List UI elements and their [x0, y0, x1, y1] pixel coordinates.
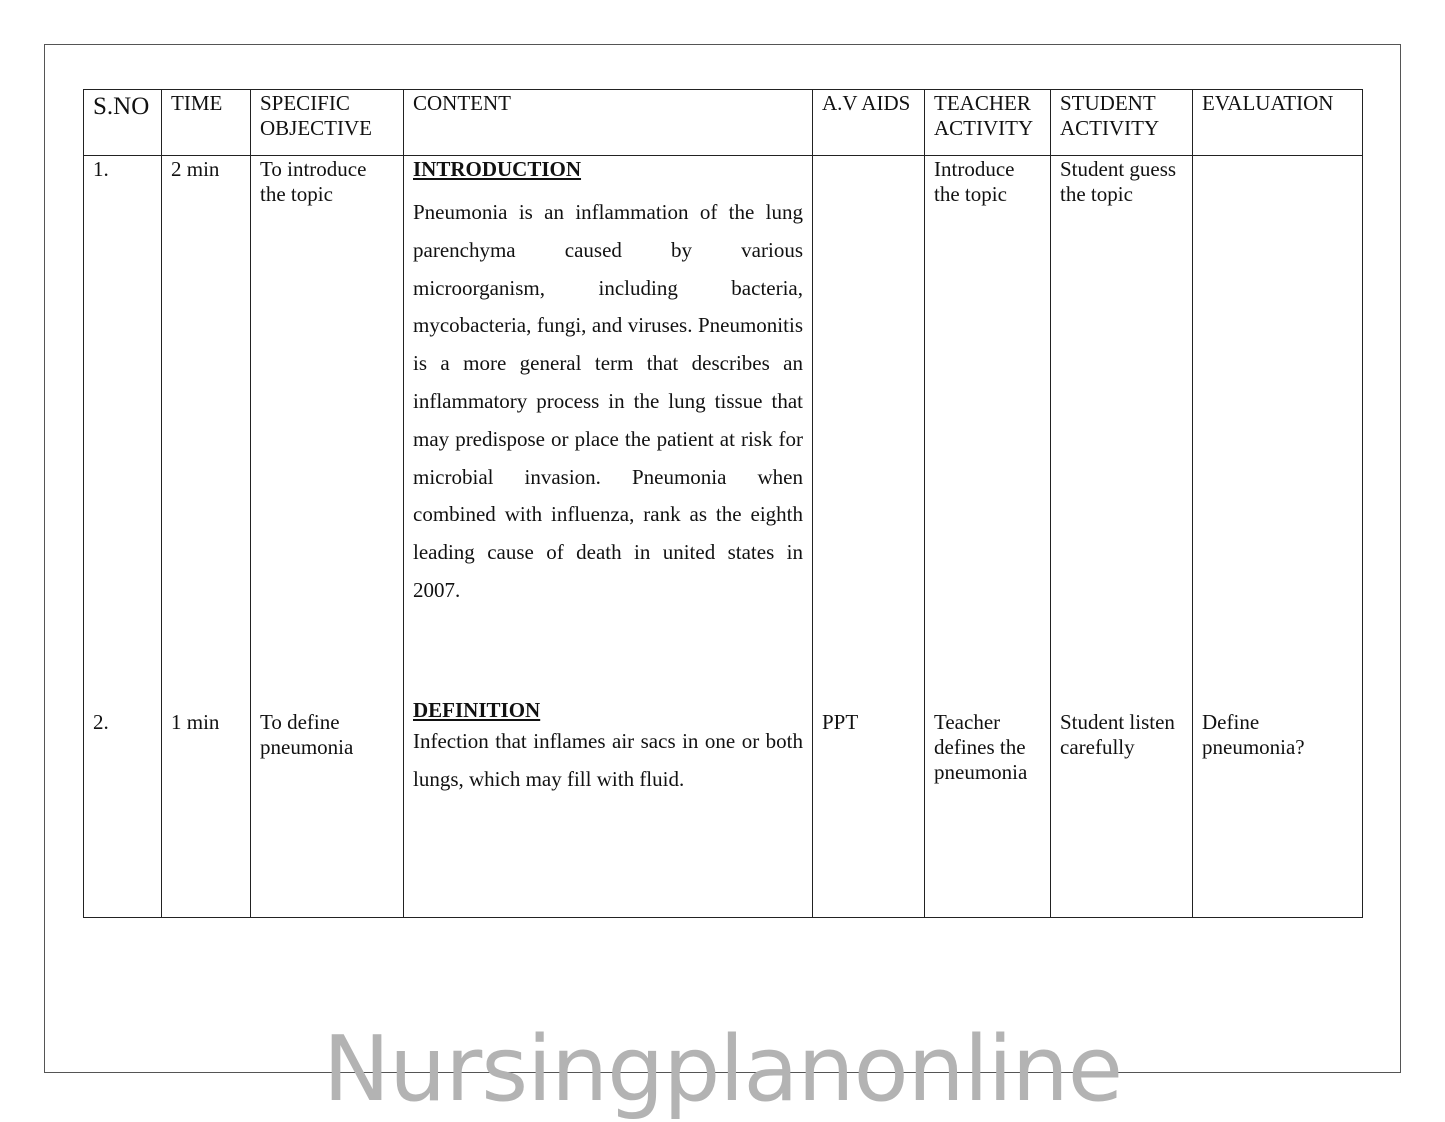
header-objective: SPECIFIC OBJECTIVE [251, 90, 404, 156]
row2-time: 1 min [171, 710, 220, 734]
introduction-text: Pneumonia is an inflammation of the lung parenchyma caused by various microorganism, including bacteria, mycobacteria, fungi, and viruses. Pneumonitis is a more general term that describes an inflammatory process in the lung tissue that may predispose or place the patient at risk for microbial invasion. Pneumonia when combined with influenza, rank as the eighth leading cause of death in united states in 2007. [413, 200, 803, 602]
row1-objective: To introduce the topic [260, 157, 367, 206]
content-cell [404, 156, 813, 918]
student-activity-cell [1051, 156, 1193, 918]
sno-cell [84, 156, 162, 918]
row2-content [413, 698, 803, 799]
row1-av-aids [822, 157, 915, 710]
row1-sno: 1. [93, 157, 109, 181]
header-av-aids: A.V AIDS [813, 90, 925, 156]
header-student-activity: STUDENT ACTIVITY [1051, 90, 1193, 156]
av-aids-cell [813, 156, 925, 918]
row2-teacher-activity: Teacher defines the pneumonia [934, 710, 1028, 784]
definition-text: Infection that inflames air sacs in one or both lungs, which may fill with fluid. [413, 729, 803, 791]
header-sno: S.NO [84, 90, 162, 156]
row2-av-aids: PPT [822, 710, 859, 734]
row2-sno: 2. [93, 710, 109, 734]
row2-objective: To define pneumonia [260, 710, 354, 759]
row1-content [413, 157, 803, 710]
watermark: Nursingplanonline [322, 1017, 1123, 1122]
definition-heading: DEFINITION [413, 698, 541, 722]
row1-time: 2 min [171, 157, 220, 181]
header-teacher-activity: TEACHER ACTIVITY [925, 90, 1051, 156]
time-cell [162, 156, 251, 918]
header-content: CONTENT [404, 90, 813, 156]
lesson-plan-table [83, 89, 1363, 918]
row1-evaluation [1202, 157, 1353, 710]
introduction-heading: INTRODUCTION [413, 157, 582, 181]
evaluation-cell [1193, 156, 1363, 918]
table-header-row [84, 90, 1363, 156]
objective-cell [251, 156, 404, 918]
row2-evaluation: Define pneumonia? [1202, 710, 1305, 759]
row1-student-activity: Student guess the topic [1060, 157, 1177, 206]
table-row [84, 156, 1363, 918]
header-time: TIME [162, 90, 251, 156]
teacher-activity-cell [925, 156, 1051, 918]
row2-student-activity: Student listen carefully [1060, 710, 1175, 759]
header-evaluation: EVALUATION [1193, 90, 1363, 156]
row1-teacher-activity: Introduce the topic [934, 157, 1015, 206]
